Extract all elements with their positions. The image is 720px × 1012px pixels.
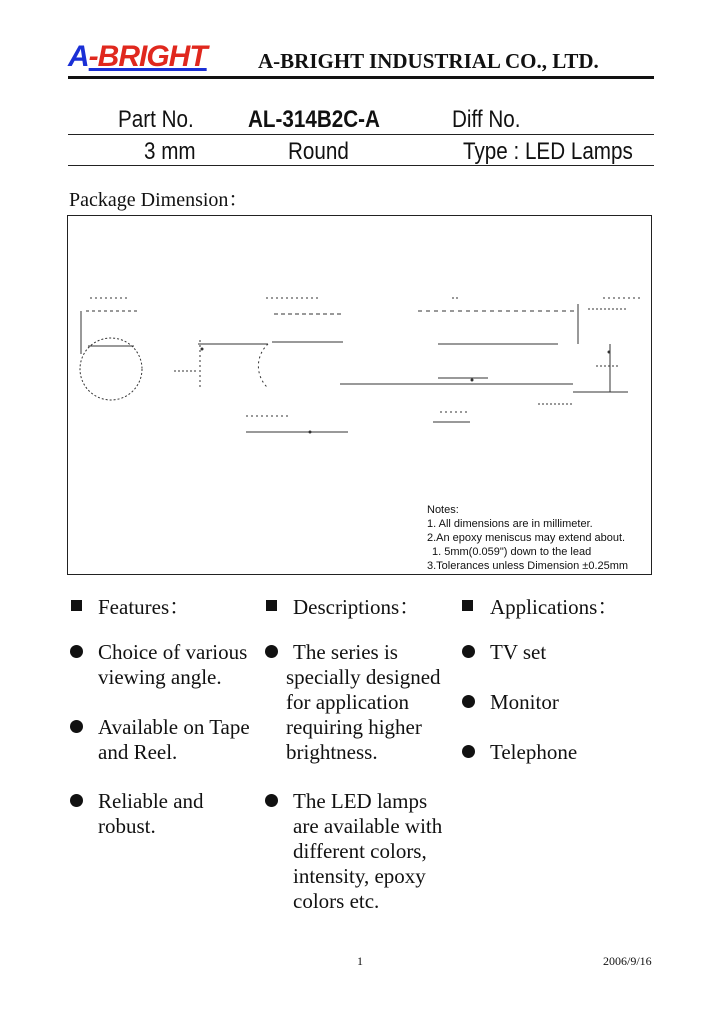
note-item: 1. 5mm(0.059") down to the lead	[432, 546, 592, 558]
bullet-dot-icon	[265, 645, 278, 658]
square-bullet-icon	[462, 600, 473, 611]
lamp-shape: Round	[288, 138, 349, 165]
lens-outline	[80, 338, 142, 400]
description-item: The LED lamps are available with different colors, intensity, epoxy colors etc.	[293, 789, 443, 913]
lamp-type: Type : LED Lamps	[463, 138, 633, 165]
info-rule-1	[68, 134, 654, 135]
bullet-dot-icon	[70, 720, 83, 733]
application-item: Monitor	[490, 690, 559, 714]
note-item: 3.Tolerances unless Dimension ±0.25mm	[427, 560, 629, 572]
page-number: 1	[357, 954, 363, 968]
feature-item: Available on Tape and Reel.	[98, 715, 250, 764]
notes-title: Notes:	[427, 504, 459, 516]
descriptions-heading: Descriptions：	[293, 595, 421, 619]
application-item: Telephone	[490, 740, 578, 764]
square-bullet-icon	[266, 600, 277, 611]
feature-item: Choice of various viewing angle.	[98, 640, 248, 689]
application-item: TV set	[490, 640, 547, 664]
bullet-dot-icon	[70, 645, 83, 658]
part-no-label: Part No.	[118, 106, 194, 133]
dim-mark	[608, 351, 611, 354]
bullet-dot-icon	[462, 695, 475, 708]
bullet-dot-icon	[265, 794, 278, 807]
diff-no-label: Diff No.	[452, 106, 521, 133]
logo-text: -BRIGHT	[88, 40, 207, 73]
bullet-dot-icon	[462, 745, 475, 758]
description-item: The series is specially designed for application requiring higher brightness.	[286, 640, 441, 764]
dome-outline	[258, 344, 268, 388]
dim-mark	[471, 379, 474, 382]
package-notes	[427, 503, 628, 573]
company-logo	[68, 40, 207, 74]
info-rule-2	[68, 165, 654, 166]
document-date: 2006/9/16	[603, 954, 652, 968]
dim-mark	[201, 348, 204, 351]
bullet-dot-icon	[462, 645, 475, 658]
square-bullet-icon	[71, 600, 82, 611]
part-no-value: AL-314B2C-A	[248, 106, 380, 133]
header-rule	[68, 76, 654, 79]
lamp-size: 3 mm	[144, 138, 196, 165]
company-name: A-BRIGHT INDUSTRIAL CO., LTD.	[258, 49, 599, 73]
note-item: 1. All dimensions are in millimeter.	[427, 518, 593, 530]
applications-heading: Applications：	[490, 595, 619, 619]
package-dimension-title: Package Dimension：	[69, 189, 249, 211]
dim-mark	[309, 431, 312, 434]
features-heading: Features：	[98, 595, 191, 619]
feature-item: Reliable and robust.	[98, 789, 204, 838]
note-item: 2.An epoxy meniscus may extend about.	[427, 532, 626, 544]
logo-letter: A	[68, 40, 89, 73]
bullet-dot-icon	[70, 794, 83, 807]
